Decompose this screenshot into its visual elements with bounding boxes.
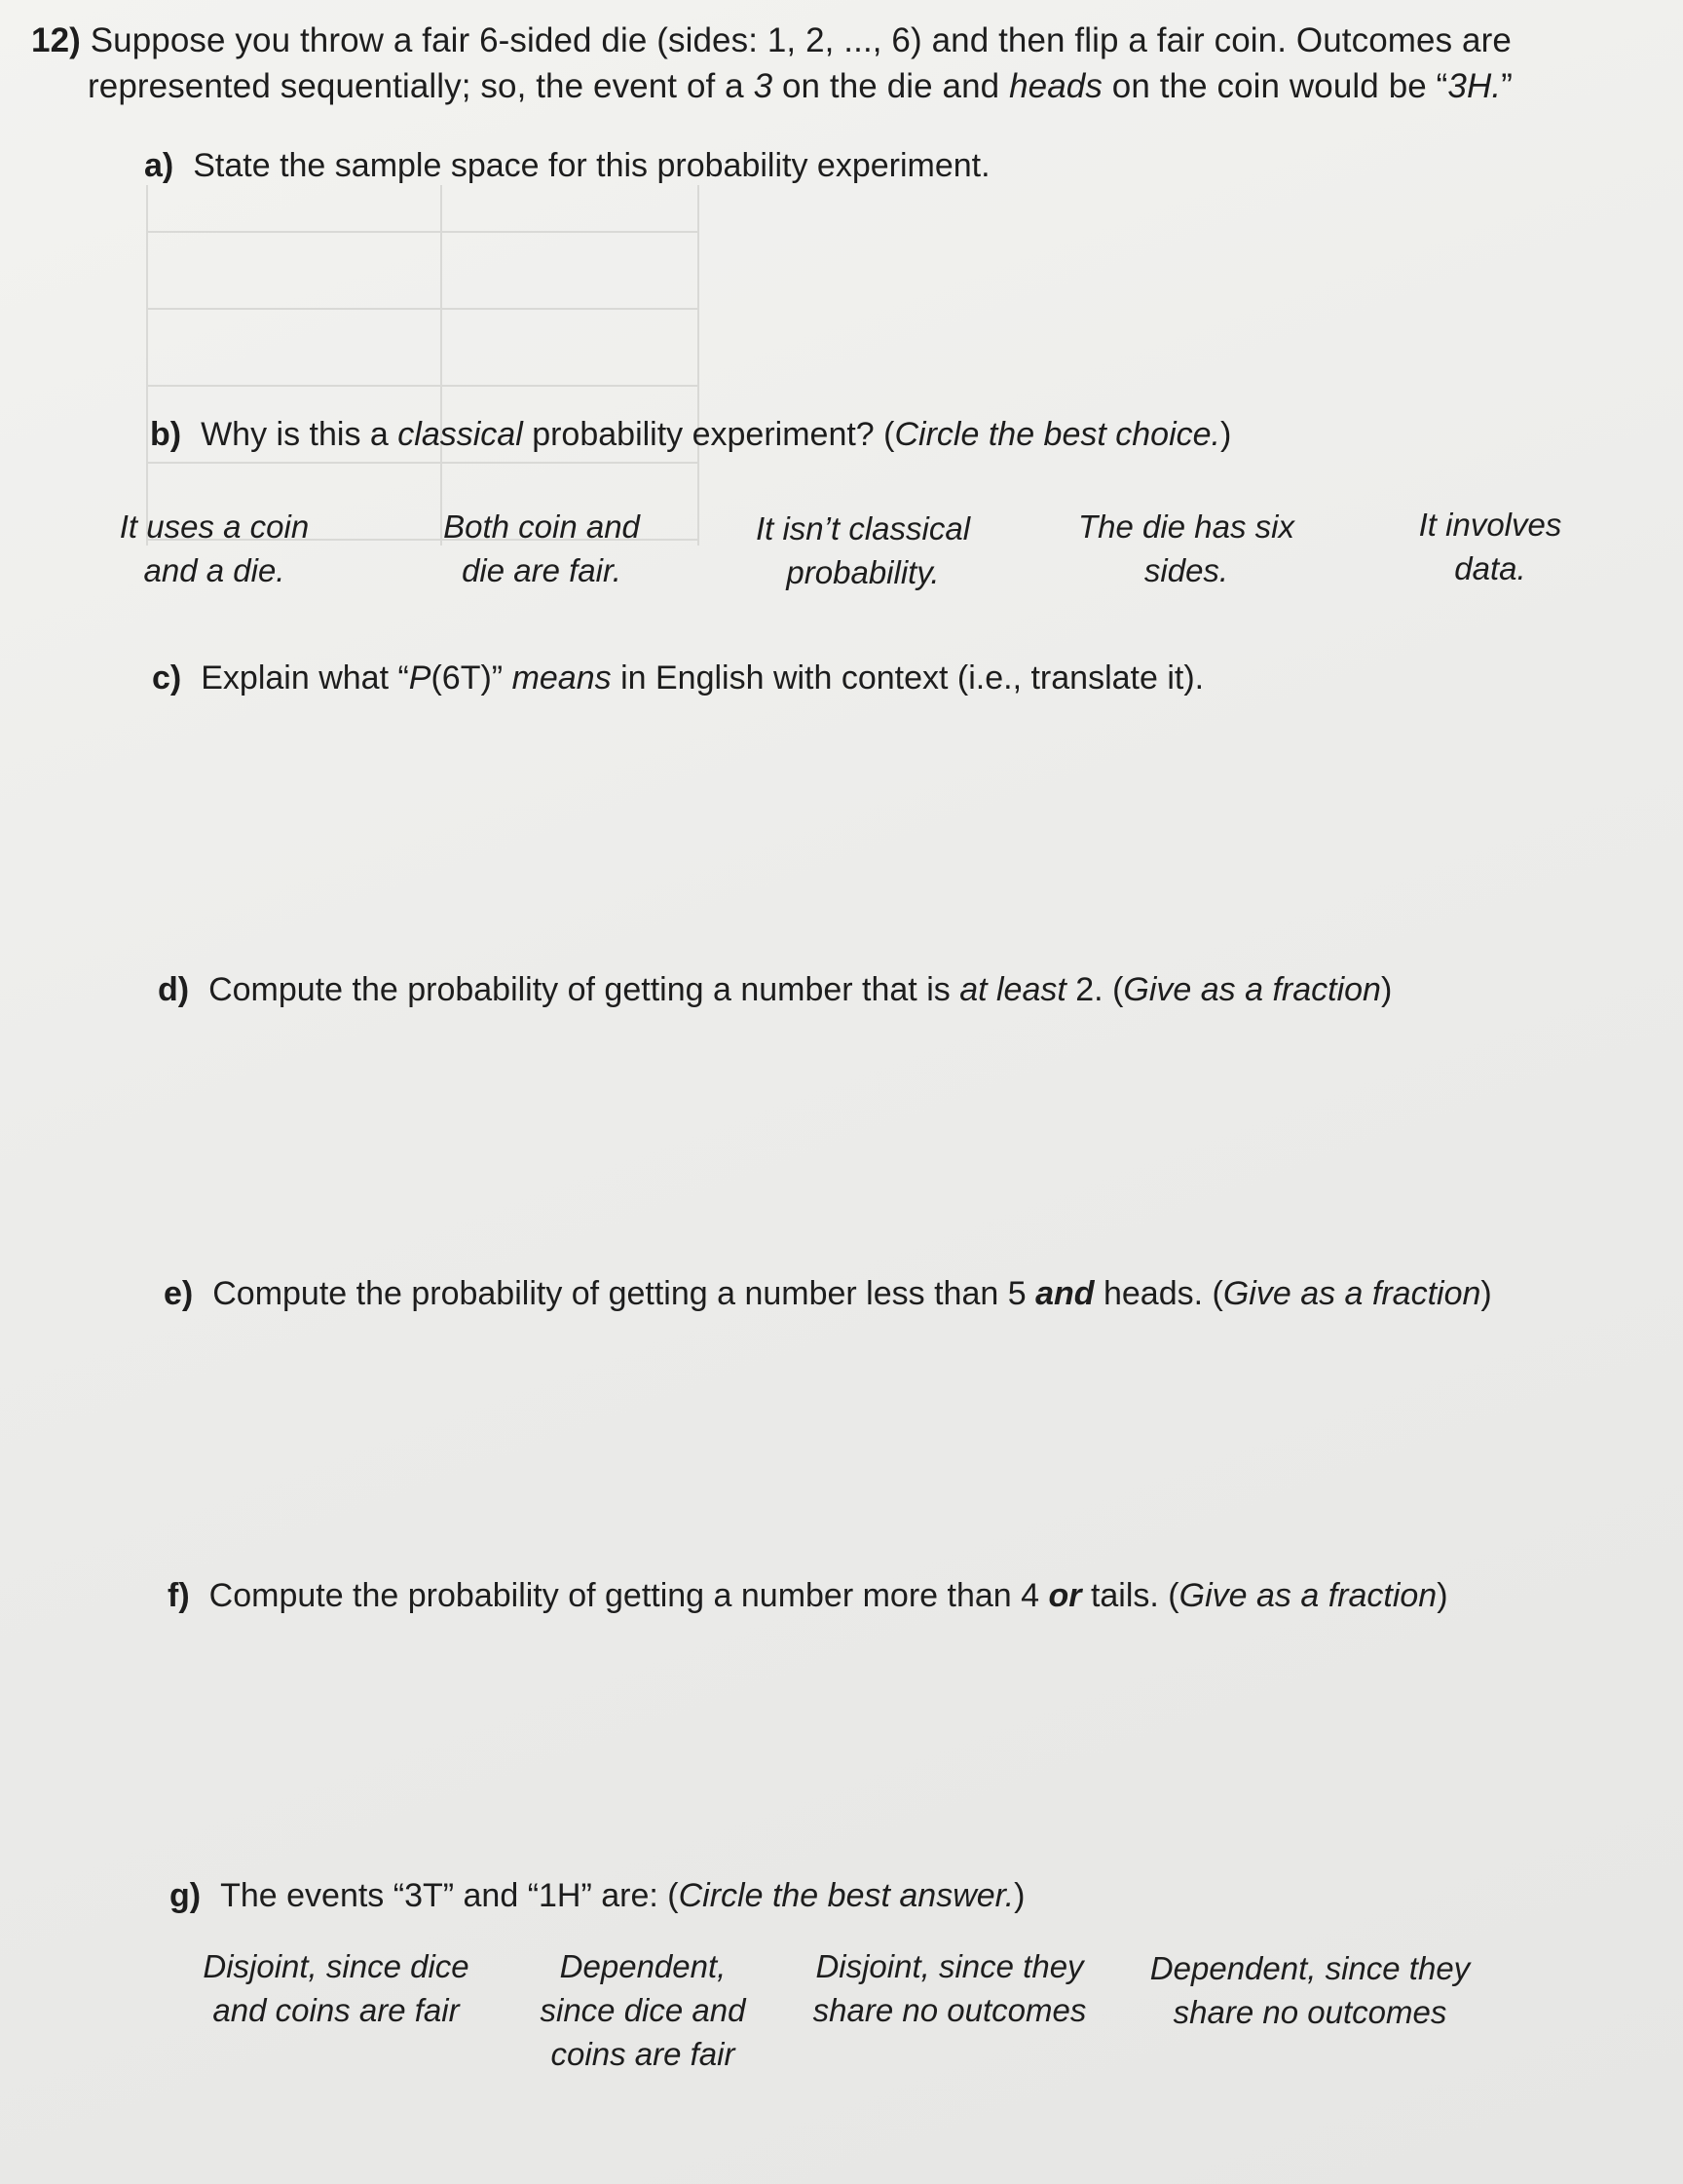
choice-line: It uses a coin [119, 508, 310, 545]
part-g-label: g) [169, 1877, 202, 1914]
question-line-2-example-event: 3H. [1447, 67, 1502, 105]
choice-line: coins are fair [550, 2036, 735, 2072]
choice-line: and a die. [143, 552, 285, 588]
part-b-instruction: Circle the best choice. [894, 416, 1220, 453]
part-d-label: d) [158, 971, 190, 1008]
question-stem [31, 18, 1648, 109]
part-c-means: means [511, 659, 612, 697]
part-g-choice-1[interactable] [185, 1944, 487, 2032]
part-b-classical: classical [397, 416, 523, 453]
part-c-label: c) [152, 659, 182, 697]
part-c-p: P [408, 659, 431, 697]
question-line-2-heads: heads [1009, 67, 1103, 105]
part-e-text: Compute the probability of getting a number less than 5 [212, 1275, 1036, 1312]
choice-line: sides. [1143, 552, 1229, 588]
choice-line: data. [1454, 550, 1526, 586]
question-line-2-die-value: 3 [753, 67, 773, 105]
part-g-close-paren: ) [1014, 1877, 1026, 1914]
choice-line: It isn’t classical [755, 510, 971, 546]
part-c [152, 657, 1204, 699]
part-b-label: b) [150, 416, 182, 453]
part-e-close-paren: ) [1480, 1275, 1492, 1312]
part-g-choice-2[interactable] [526, 1944, 760, 2076]
part-b-choice-5[interactable] [1402, 503, 1578, 590]
part-g-choice-3[interactable] [799, 1944, 1101, 2032]
choice-line: Both coin and [443, 508, 640, 545]
choice-line: It involves [1418, 507, 1562, 543]
part-b-choice-2[interactable] [427, 505, 656, 592]
part-a [144, 144, 991, 187]
part-g-choice-4[interactable] [1140, 1946, 1480, 2034]
choice-line: Dependent, [559, 1948, 727, 1984]
part-b-text-2: probability experiment? ( [522, 416, 895, 453]
part-a-label: a) [144, 147, 174, 184]
question-number: 12) [31, 21, 81, 59]
part-d-text-2: 2. ( [1066, 971, 1124, 1008]
part-d-instruction: Give as a fraction [1123, 971, 1381, 1008]
part-b [150, 413, 1231, 456]
part-b-choice-4[interactable] [1069, 505, 1303, 592]
choice-line: Disjoint, since they [815, 1948, 1084, 1984]
part-f-label: f) [168, 1577, 190, 1614]
part-f-or: or [1048, 1577, 1082, 1614]
part-c-text-2: (6T)” [430, 659, 512, 697]
part-b-choice-3[interactable] [736, 507, 990, 594]
choice-line: since dice and [540, 1992, 746, 2028]
part-f-text: Compute the probability of getting a number more than 4 [208, 1577, 1049, 1614]
part-c-text: Explain what “ [201, 659, 409, 697]
part-d-text: Compute the probability of getting a number that is [208, 971, 960, 1008]
choice-line: The die has six [1078, 508, 1294, 545]
question-line-1: Suppose you throw a fair 6-sided die (sides: 1, 2, ..., 6) and then flip a fair coin. Outcomes are [90, 21, 1512, 59]
choice-line: probability. [786, 554, 940, 590]
question-line-2-text: represented sequentially; so, the event of a [88, 67, 754, 105]
choice-line: Disjoint, since dice [203, 1948, 469, 1984]
part-g-instruction: Circle the best answer. [678, 1877, 1015, 1914]
part-g [169, 1874, 1026, 1917]
part-f [168, 1574, 1448, 1617]
part-e [164, 1272, 1492, 1315]
part-f-instruction: Give as a fraction [1178, 1577, 1438, 1614]
part-c-text-3: in English with context (i.e., translate it). [611, 659, 1205, 697]
choice-line: and coins are fair [212, 1992, 460, 2028]
part-b-close-paren: ) [1220, 416, 1232, 453]
part-f-close-paren: ) [1437, 1577, 1448, 1614]
part-b-text: Why is this a [201, 416, 398, 453]
part-a-text: State the sample space for this probability experiment. [193, 147, 991, 184]
part-e-label: e) [164, 1275, 194, 1312]
part-e-and: and [1035, 1275, 1095, 1312]
choice-line: die are fair. [462, 552, 621, 588]
part-e-instruction: Give as a fraction [1222, 1275, 1481, 1312]
choice-line: share no outcomes [812, 1992, 1087, 2028]
part-e-text-2: heads. ( [1094, 1275, 1223, 1312]
part-d [158, 968, 1392, 1011]
part-g-text: The events “3T” and “1H” are: ( [220, 1877, 679, 1914]
choice-line: Dependent, since they [1149, 1950, 1471, 1986]
part-f-text-2: tails. ( [1081, 1577, 1179, 1614]
choice-line: share no outcomes [1173, 1994, 1447, 2030]
question-line-2-close-quote: ” [1501, 67, 1513, 105]
question-line-2-text-3: on the coin would be “ [1102, 67, 1448, 105]
part-b-choice-1[interactable] [107, 505, 321, 592]
part-d-close-paren: ) [1380, 971, 1393, 1008]
part-d-at-least: at least [959, 971, 1066, 1008]
question-line-2-text-2: on the die and [772, 67, 1010, 105]
